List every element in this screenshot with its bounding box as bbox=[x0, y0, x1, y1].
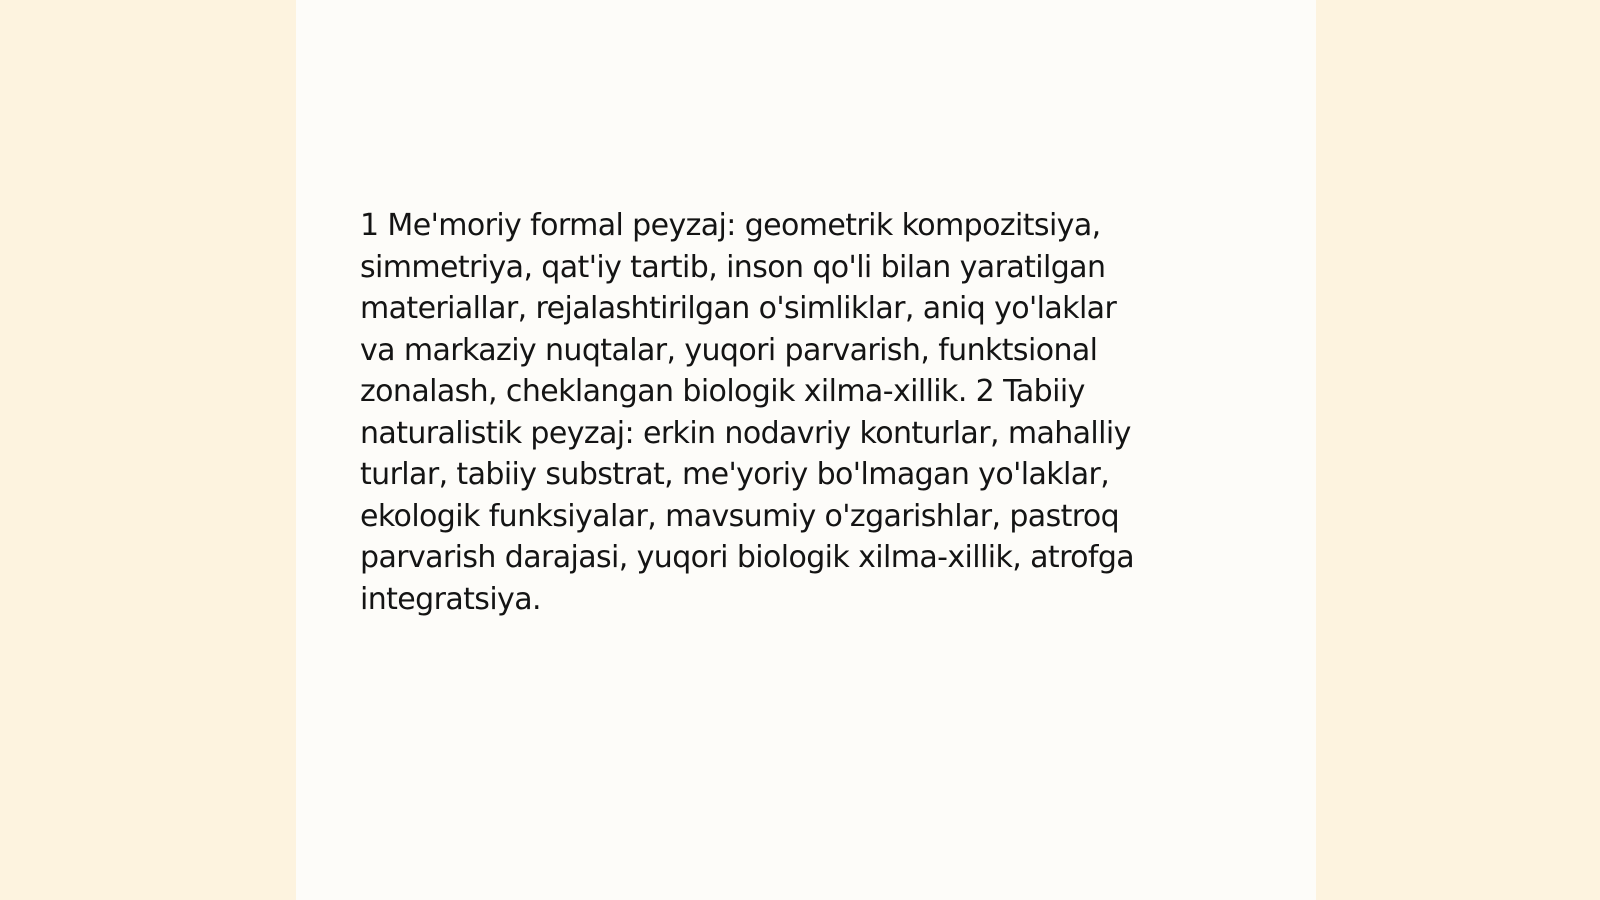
right-margin-background bbox=[1316, 0, 1600, 900]
slide-canvas bbox=[296, 0, 1316, 900]
left-margin-background bbox=[0, 0, 296, 900]
slide-body-text: 1 Me'moriy formal peyzaj: geometrik kompozitsiya, simmetriya, qat'iy tartib, inson qo'li bilan yaratilgan materiallar, rejalashtirilgan o'simliklar, aniq yo'laklar va markaziy nuqtalar, yuqori parvarish, funktsional zonalash, cheklangan biologik xilma-xillik. 2 Tabiiy naturalistik peyzaj: erkin nodavriy konturlar, mahalliy turlar, tabiiy substrat, me'yoriy bo'lmagan yo'laklar, ekologik funksiyalar, mavsumiy o'zgarishlar, pastroq parvarish darajasi, yuqori biologik xilma-xillik, atrofga integratsiya. bbox=[360, 208, 1135, 617]
